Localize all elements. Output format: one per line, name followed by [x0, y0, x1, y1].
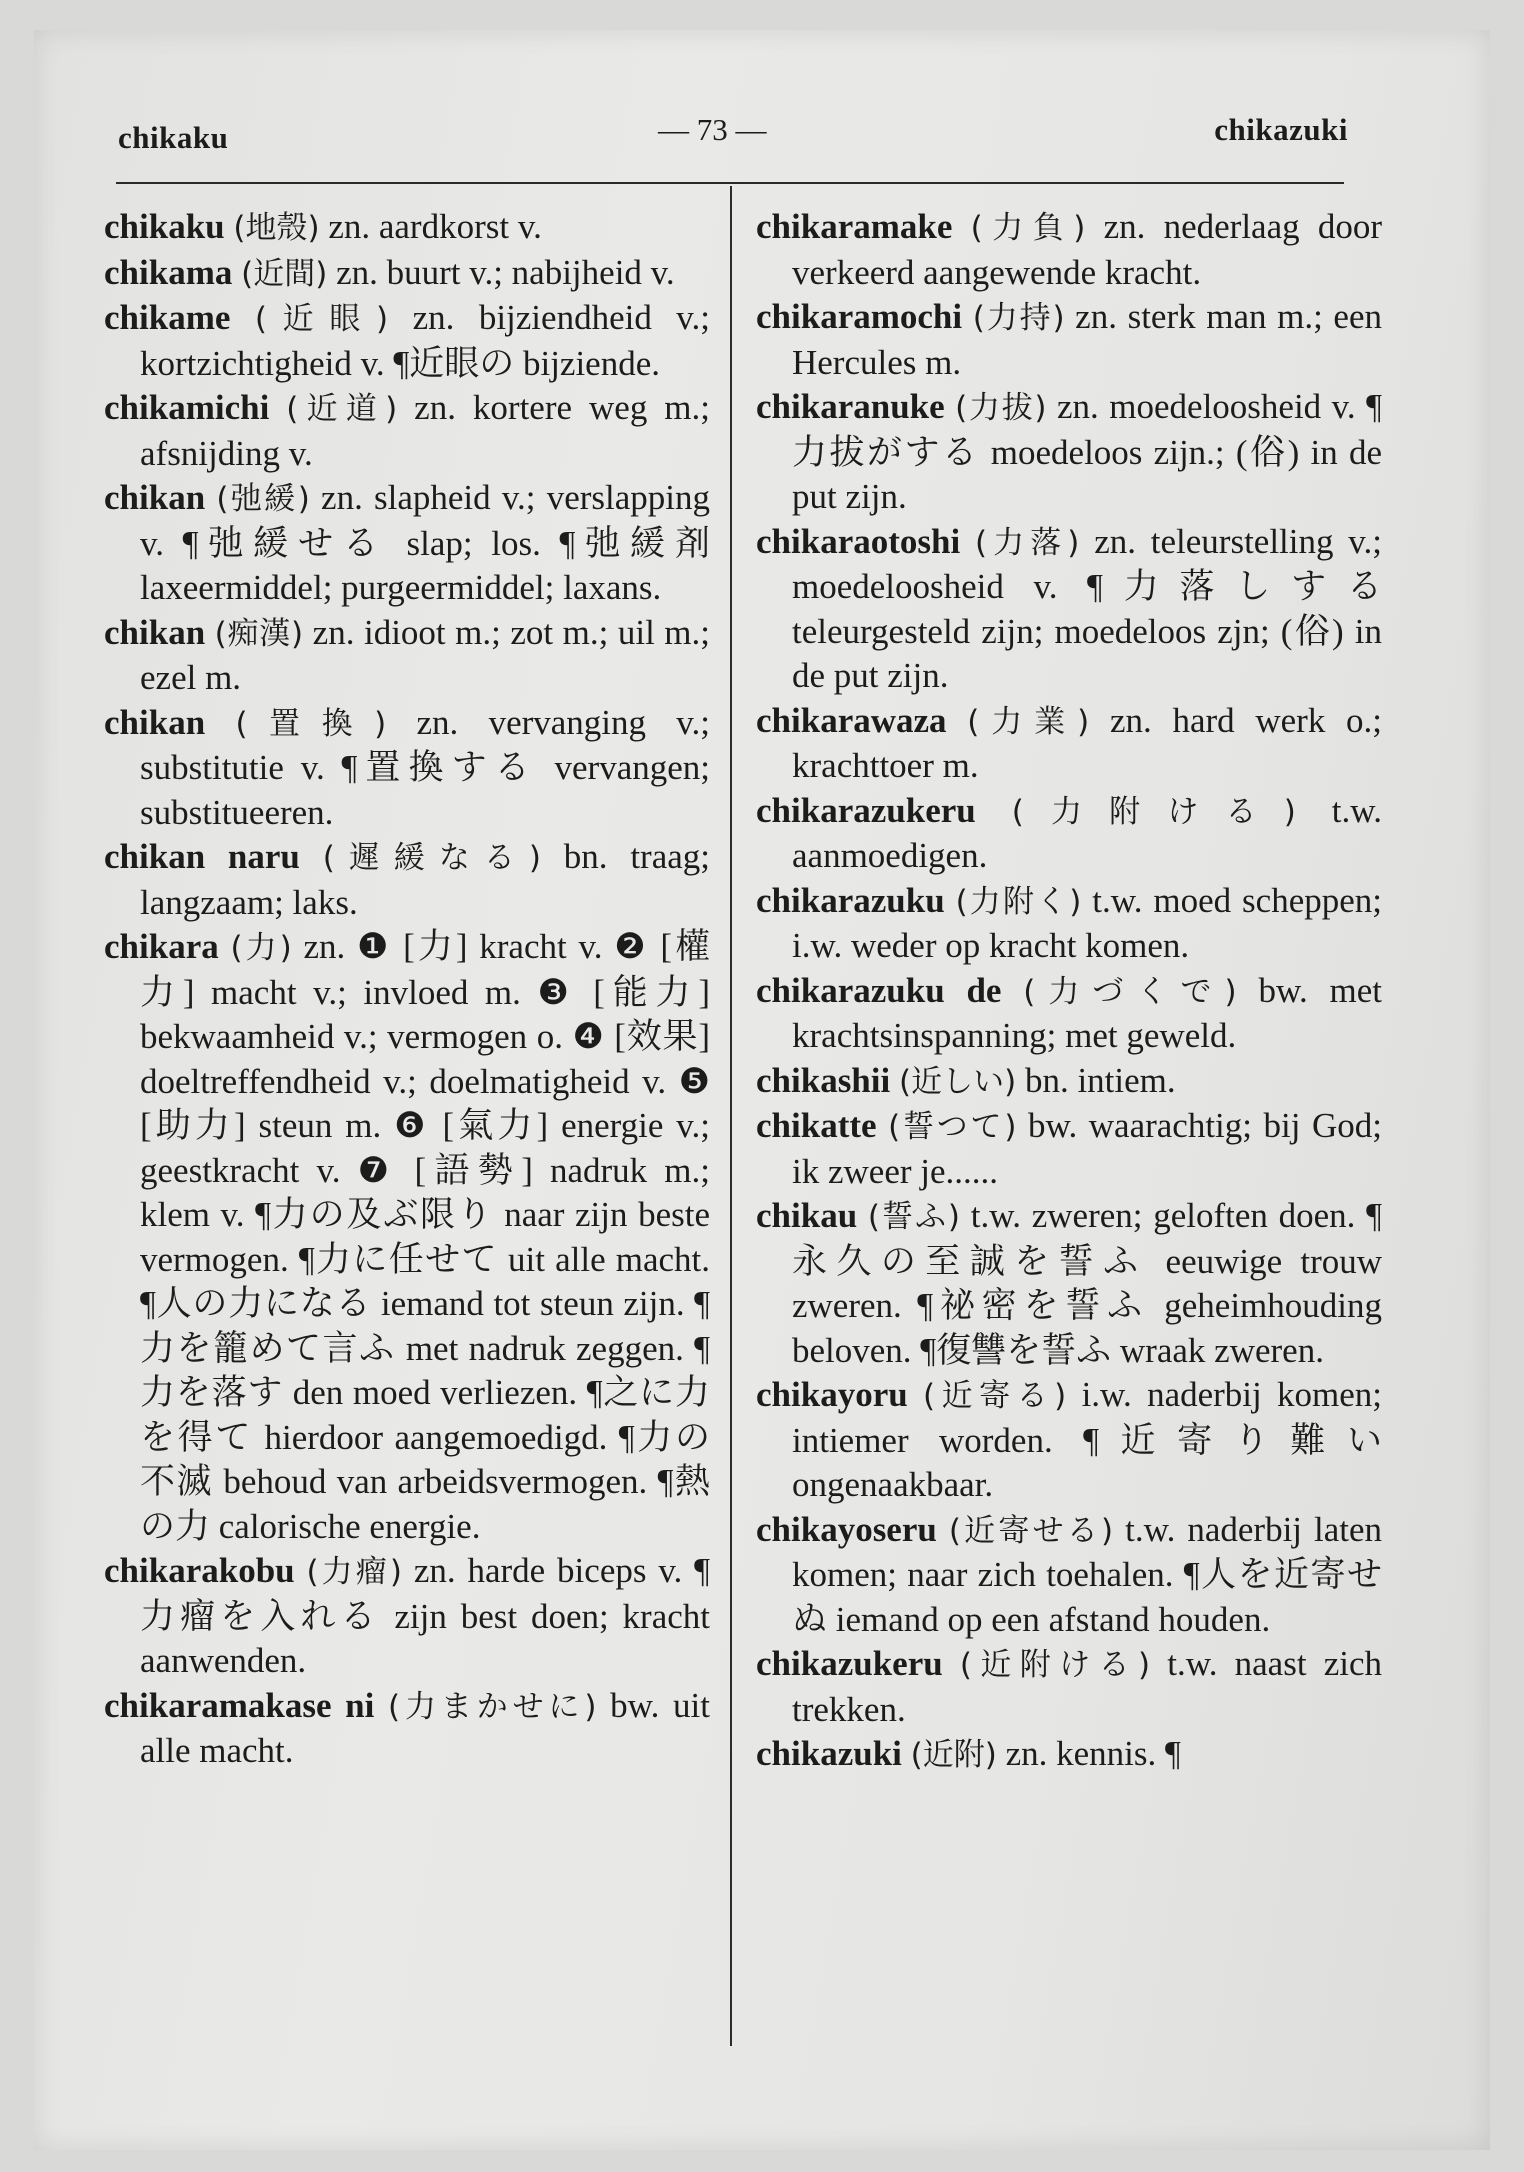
- dictionary-entry: [104, 1684, 710, 1774]
- kanji: (近間): [241, 255, 328, 292]
- kanji: (力瘤): [306, 1554, 402, 1590]
- headword: chikarakobu: [104, 1551, 295, 1590]
- definition: zn. moedeloosheid v. ¶力拔がする moedeloos zijn.; (俗) in de put zijn.: [792, 387, 1382, 516]
- definition: bw. uit alle macht.: [140, 1685, 710, 1770]
- definition: bw. met krachtsinspanning; met geweld.: [792, 970, 1382, 1055]
- kanji: (力業): [967, 703, 1090, 740]
- definition: bn. traag; langzaam; laks.: [140, 837, 710, 922]
- kanji: (力落): [975, 524, 1080, 561]
- headword: chikatte: [756, 1106, 877, 1145]
- headword: chikara: [104, 927, 219, 966]
- definition: zn. teleurstelling v.; moedeloosheid v. ¶力落しする teleurgesteld zijn; moedeloos zjn; (俗) in de put zijn.: [792, 521, 1383, 695]
- kanji: (誓つて): [888, 1109, 1017, 1145]
- definition: bw. waarachtig; bij God; ik zweer je......: [792, 1106, 1383, 1191]
- header-right-guide-word: chikazuki: [1214, 112, 1348, 147]
- dictionary-entry: [104, 835, 710, 925]
- dictionary-entry: [756, 1059, 1382, 1105]
- kanji: (力拔): [955, 390, 1047, 426]
- kanji: (弛緩): [216, 481, 310, 517]
- kanji: (力まかせに): [387, 1688, 597, 1725]
- definition: zn. idioot m.; zot m.; uil m.; ezel m.: [140, 612, 710, 697]
- definition: i.w. naderbij komen; intiemer worden. ¶近寄り難い ongenaakbaar.: [792, 1375, 1382, 1504]
- dictionary-entry: [756, 879, 1382, 969]
- headword: chikarazuku de: [756, 970, 1002, 1010]
- kanji: (近眼): [254, 301, 389, 337]
- definition: zn. sterk man m.; een Hercules m.: [792, 297, 1382, 382]
- headword: chikarawaza: [756, 700, 947, 740]
- dictionary-entry: [756, 1508, 1382, 1643]
- kanji: (近道): [286, 391, 398, 427]
- definition: zn. harde biceps v. ¶力瘤を入れる zijn best doen; kracht aanwenden.: [140, 1551, 711, 1680]
- kanji: (地殼): [233, 210, 320, 246]
- dictionary-entry: [104, 476, 710, 611]
- column-divider: [730, 186, 732, 2046]
- headword: chikau: [756, 1196, 858, 1235]
- headword: chikame: [104, 298, 231, 337]
- definition: t.w. naderbij laten komen; naar zich toehalen. ¶人を近寄せぬ iemand op een afstand houden.: [792, 1509, 1383, 1639]
- dictionary-entry: [104, 1549, 710, 1684]
- headword: chikayoru: [756, 1375, 908, 1414]
- kanji: (力負): [970, 210, 1086, 246]
- kanji: (力附く): [955, 883, 1082, 920]
- kanji: (置換): [235, 705, 387, 742]
- dictionary-entry: [756, 520, 1382, 699]
- headword: chikarazukeru: [756, 790, 976, 830]
- definition: t.w. zweren; geloften doen. ¶永久の至誠を誓ふ eeuwige trouw zweren. ¶祕密を誓ふ geheimhouding beloven. ¶復讐を誓ふ wraak zweren.: [792, 1196, 1382, 1370]
- definition: zn. slapheid v.; verslapping v. ¶弛緩せる slap; los. ¶弛緩剤 laxeermiddel; purgeermiddel; laxans.: [140, 478, 710, 607]
- kanji: (近附): [910, 1737, 997, 1773]
- header-rule: [116, 182, 1344, 184]
- dictionary-entry: [756, 969, 1382, 1059]
- kanji: (近附ける): [959, 1647, 1151, 1683]
- kanji: (近しい): [898, 1063, 1017, 1100]
- headword: chikan: [104, 612, 206, 652]
- headword: chikaramakase ni: [104, 1685, 375, 1725]
- headword: chikaramochi: [756, 297, 963, 336]
- kanji: (近寄せる): [948, 1512, 1114, 1549]
- headword: chikashii: [756, 1060, 891, 1100]
- dictionary-entry: [756, 205, 1382, 295]
- dictionary-entry: [104, 611, 710, 701]
- headword: chikayoseru: [756, 1509, 937, 1549]
- headword: chikaramake: [756, 207, 953, 246]
- headword: chikan: [104, 478, 206, 517]
- definition: zn. vervanging v.; substitutie v. ¶置換する vervangen; substitueeren.: [140, 702, 710, 832]
- headword: chikaranuke: [756, 387, 945, 426]
- kanji: (力): [230, 930, 292, 966]
- definition: bn. intiem.: [1024, 1060, 1176, 1100]
- headword: chikan naru: [104, 837, 300, 876]
- dictionary-entry: [756, 385, 1382, 520]
- dictionary-entry: [104, 701, 710, 836]
- headword: chikarazuku: [756, 880, 945, 920]
- headword: chikamichi: [104, 388, 270, 427]
- dictionary-entry: [756, 1373, 1382, 1508]
- definition: zn. buurt v.; nabijheid v.: [336, 252, 675, 292]
- headword: chikan: [104, 702, 206, 742]
- page-number: — 73 —: [658, 112, 767, 147]
- right-column: [756, 205, 1382, 1778]
- dictionary-entry: [756, 1194, 1382, 1373]
- headword: chikama: [104, 252, 233, 292]
- dictionary-entry: [756, 1732, 1382, 1778]
- definition: zn. aardkorst v.: [328, 207, 542, 246]
- header-left-guide-word: chikaku: [118, 120, 229, 155]
- kanji: (力持): [972, 300, 1065, 336]
- headword: chikaraotoshi: [756, 521, 961, 561]
- definition: zn. kennis. ¶: [1005, 1734, 1181, 1773]
- definition: t.w. naast zich trekken.: [792, 1644, 1382, 1729]
- kanji: (遲緩なる): [322, 840, 542, 876]
- dictionary-entry: [756, 789, 1382, 879]
- dictionary-entry: [104, 296, 710, 386]
- dictionary-entry: [756, 295, 1382, 385]
- dictionary-entry: [104, 251, 710, 297]
- headword: chikaku: [104, 207, 225, 246]
- dictionary-entry: [104, 386, 710, 476]
- definition: t.w. moed scheppen; i.w. weder op kracht komen.: [792, 880, 1383, 965]
- dictionary-entry: [756, 1642, 1382, 1732]
- definition: zn. kortere weg m.; afsnijding v.: [140, 388, 710, 473]
- kanji: (近寄る): [922, 1378, 1067, 1414]
- headword: chikazuki: [756, 1734, 902, 1773]
- kanji: (力附ける): [1011, 793, 1296, 830]
- kanji: (誓ふ): [867, 1199, 961, 1235]
- page-header: [118, 112, 1348, 162]
- definition: t.w. aanmoedigen.: [792, 790, 1383, 875]
- definition: zn. ❶ [力] kracht v. ❷ [權力] macht v.; invloed m. ❸ [能力] bekwaamheid v.; vermogen o. ❹ [效果] doeltreffendheid v.; doelmatigheid v. ❺ [助力] steun m. ❻ [氣力] energie v.; geestkracht v. ❼ [語勢] nadruk m.; klem v. ¶力の及ぶ限り naar zijn beste vermogen. ¶力に任せて uit alle macht. ¶人の力になる iemand tot steun zijn. ¶力を籠めて言ふ met nadruk zeggen. ¶力を落す den moed verliezen. ¶之に力を得て hierdoor aangemoedigd. ¶力の不滅 behoud van arbeidsvermogen. ¶熱の力 calorische energie.: [140, 927, 711, 1546]
- dictionary-entry: [756, 699, 1382, 789]
- kanji: (痴漢): [214, 615, 304, 652]
- headword: chikazukeru: [756, 1644, 943, 1683]
- left-column: [104, 205, 710, 1774]
- definition: zn. hard werk o.; krachttoer m.: [792, 700, 1382, 785]
- dictionary-entry: [104, 925, 710, 1549]
- dictionary-entry: [104, 205, 710, 251]
- kanji: (力づくで): [1023, 973, 1237, 1010]
- definition: zn. bijziendheid v.; kortzichtigheid v. ¶近眼の bijziende.: [140, 298, 710, 383]
- definition: zn. nederlaag door verkeerd aangewende kracht.: [792, 207, 1383, 292]
- dictionary-entry: [756, 1104, 1382, 1194]
